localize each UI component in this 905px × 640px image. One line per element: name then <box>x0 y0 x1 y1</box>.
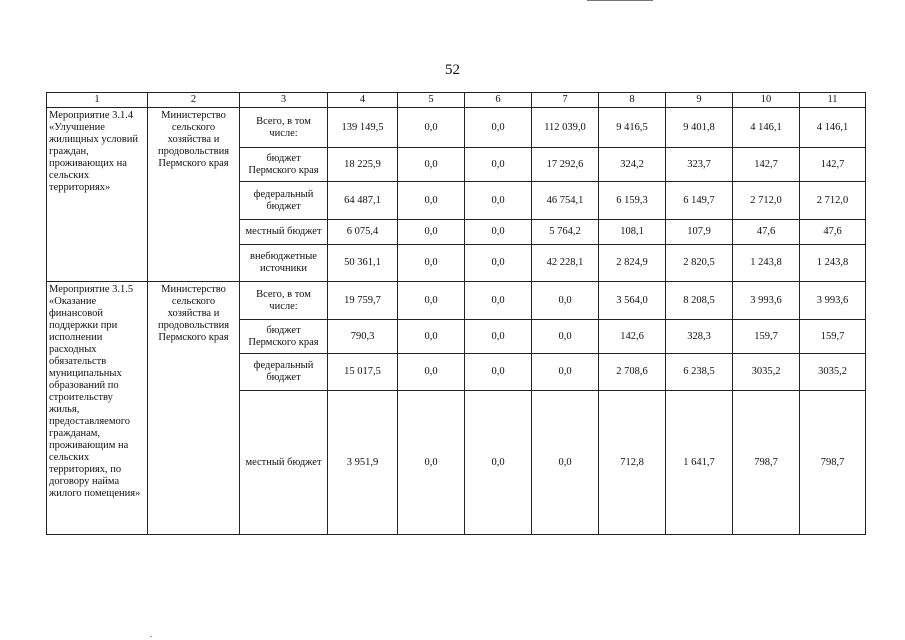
table-row <box>47 282 866 320</box>
value-cell: 0,0 <box>465 282 532 320</box>
value-cell: 4 146,1 <box>800 108 866 148</box>
col-header: 6 <box>465 93 532 108</box>
value-cell: 0,0 <box>532 391 599 535</box>
value-cell: 0,0 <box>465 108 532 148</box>
value-cell: 112 039,0 <box>532 108 599 148</box>
value-cell: 2 712,0 <box>733 182 800 220</box>
value-cell: 6 149,7 <box>666 182 733 220</box>
value-cell: 0,0 <box>465 354 532 391</box>
value-cell: 0,0 <box>398 220 465 245</box>
activity-cell: Мероприятие 3.1.4 «Улучшение жилищных условий граждан, проживающих на сельских территориях» <box>47 108 148 282</box>
value-cell: 3035,2 <box>800 354 866 391</box>
activity-cell: Мероприятие 3.1.5 «Оказание финансовой поддержки при исполнении расходных обязательств муниципальных образований по строительству жилья, предоставляемого гражданам, проживающим на сельских территориях, по договору найма жилого помещения» <box>47 282 148 535</box>
value-cell: 2 820,5 <box>666 245 733 282</box>
value-cell: 159,7 <box>733 320 800 354</box>
value-cell: 0,0 <box>532 354 599 391</box>
executor-cell: Министерство сельского хозяйства и продовольствия Пермского края <box>148 108 240 282</box>
value-cell: 3 993,6 <box>733 282 800 320</box>
value-cell: 0,0 <box>465 182 532 220</box>
value-cell: 46 754,1 <box>532 182 599 220</box>
funding-source-cell: бюджет Пермского края <box>240 320 328 354</box>
value-cell: 798,7 <box>733 391 800 535</box>
col-header: 10 <box>733 93 800 108</box>
budget-table <box>46 92 866 535</box>
value-cell: 0,0 <box>465 245 532 282</box>
value-cell: 0,0 <box>465 320 532 354</box>
value-cell: 0,0 <box>532 282 599 320</box>
value-cell: 0,0 <box>398 354 465 391</box>
funding-source-cell: местный бюджет <box>240 391 328 535</box>
col-header: 4 <box>328 93 398 108</box>
value-cell: 712,8 <box>599 391 666 535</box>
value-cell: 0,0 <box>465 148 532 182</box>
value-cell: 2 824,9 <box>599 245 666 282</box>
value-cell: 139 149,5 <box>328 108 398 148</box>
value-cell: 798,7 <box>800 391 866 535</box>
funding-source-cell: местный бюджет <box>240 220 328 245</box>
col-header: 11 <box>800 93 866 108</box>
value-cell: 142,7 <box>733 148 800 182</box>
value-cell: 3035,2 <box>733 354 800 391</box>
value-cell: 0,0 <box>398 320 465 354</box>
value-cell: 324,2 <box>599 148 666 182</box>
funding-source-cell: Всего, в том числе: <box>240 282 328 320</box>
value-cell: 6 238,5 <box>666 354 733 391</box>
value-cell: 142,6 <box>599 320 666 354</box>
value-cell: 19 759,7 <box>328 282 398 320</box>
funding-source-cell: Всего, в том числе: <box>240 108 328 148</box>
value-cell: 64 487,1 <box>328 182 398 220</box>
funding-source-cell: бюджет Пермского края <box>240 148 328 182</box>
value-cell: 2 708,6 <box>599 354 666 391</box>
table-row <box>47 108 866 148</box>
top-edge-line <box>587 0 653 1</box>
value-cell: 9 416,5 <box>599 108 666 148</box>
value-cell: 159,7 <box>800 320 866 354</box>
value-cell: 47,6 <box>800 220 866 245</box>
value-cell: 15 017,5 <box>328 354 398 391</box>
value-cell: 50 361,1 <box>328 245 398 282</box>
col-header: 8 <box>599 93 666 108</box>
col-header: 2 <box>148 93 240 108</box>
value-cell: 17 292,6 <box>532 148 599 182</box>
col-header: 7 <box>532 93 599 108</box>
value-cell: 0,0 <box>398 108 465 148</box>
value-cell: 8 208,5 <box>666 282 733 320</box>
value-cell: 0,0 <box>398 182 465 220</box>
value-cell: 5 764,2 <box>532 220 599 245</box>
funding-source-cell: федеральный бюджет <box>240 354 328 391</box>
value-cell: 142,7 <box>800 148 866 182</box>
value-cell: 4 146,1 <box>733 108 800 148</box>
value-cell: 328,3 <box>666 320 733 354</box>
value-cell: 790,3 <box>328 320 398 354</box>
value-cell: 0,0 <box>398 282 465 320</box>
col-header: 3 <box>240 93 328 108</box>
executor-cell: Министерство сельского хозяйства и продовольствия Пермского края <box>148 282 240 535</box>
value-cell: 3 564,0 <box>599 282 666 320</box>
value-cell: 0,0 <box>398 391 465 535</box>
value-cell: 323,7 <box>666 148 733 182</box>
value-cell: 3 993,6 <box>800 282 866 320</box>
value-cell: 0,0 <box>465 220 532 245</box>
value-cell: 9 401,8 <box>666 108 733 148</box>
value-cell: 108,1 <box>599 220 666 245</box>
scan-mark <box>150 636 152 637</box>
value-cell: 6 159,3 <box>599 182 666 220</box>
value-cell: 107,9 <box>666 220 733 245</box>
page-number: 52 <box>445 62 460 78</box>
value-cell: 2 712,0 <box>800 182 866 220</box>
value-cell: 0,0 <box>465 391 532 535</box>
value-cell: 0,0 <box>398 148 465 182</box>
funding-source-cell: внебюджетные источники <box>240 245 328 282</box>
value-cell: 1 641,7 <box>666 391 733 535</box>
funding-source-cell: федеральный бюджет <box>240 182 328 220</box>
col-header: 9 <box>666 93 733 108</box>
value-cell: 6 075,4 <box>328 220 398 245</box>
value-cell: 18 225,9 <box>328 148 398 182</box>
value-cell: 3 951,9 <box>328 391 398 535</box>
col-header: 5 <box>398 93 465 108</box>
col-header: 1 <box>47 93 148 108</box>
value-cell: 1 243,8 <box>800 245 866 282</box>
value-cell: 47,6 <box>733 220 800 245</box>
value-cell: 0,0 <box>532 320 599 354</box>
value-cell: 42 228,1 <box>532 245 599 282</box>
value-cell: 1 243,8 <box>733 245 800 282</box>
header-row <box>47 93 866 108</box>
value-cell: 0,0 <box>398 245 465 282</box>
